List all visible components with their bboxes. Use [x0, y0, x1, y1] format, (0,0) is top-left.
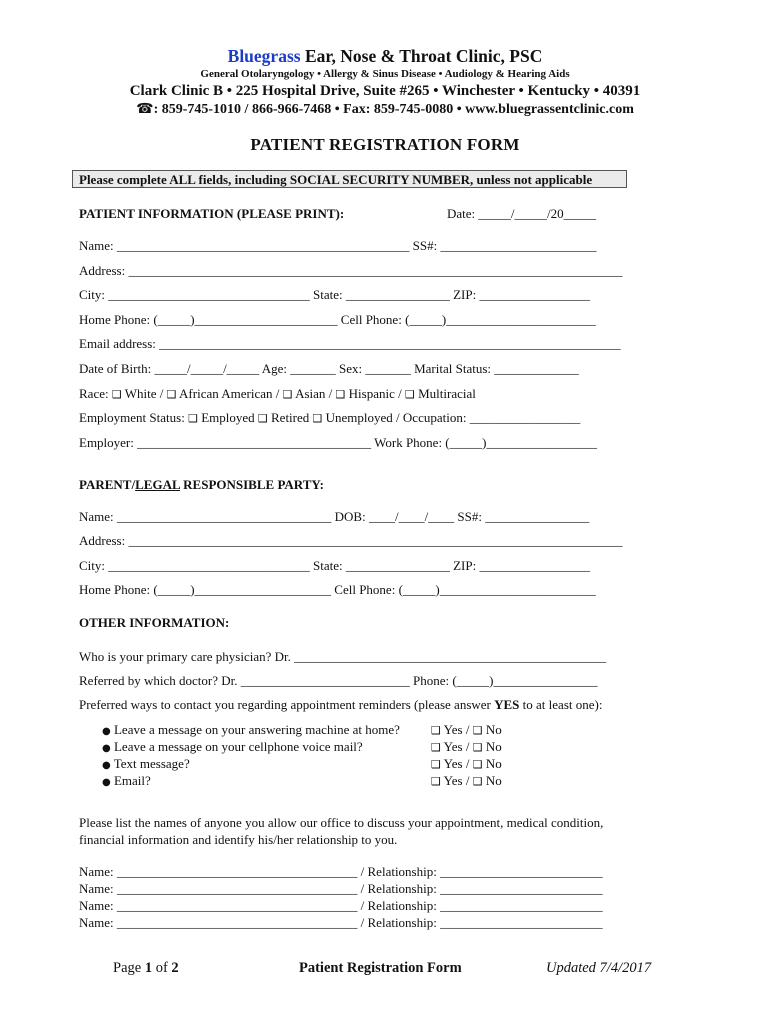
yes-no-choice	[431, 756, 502, 772]
checkbox-icon[interactable]: ❑	[312, 412, 323, 425]
checkbox-icon[interactable]: ❑	[472, 741, 483, 754]
relationship-field[interactable]: Name: _____________________________________ / Relationship: _________________________	[79, 864, 603, 879]
clinic-name-rest: Ear, Nose & Throat Clinic, PSC	[304, 46, 543, 66]
race-option-asian: Asian /	[295, 386, 333, 401]
employment-option-employed: Employed	[201, 410, 255, 425]
parent-phone-field[interactable]: Home Phone: (_____)_____________________ Cell Phone: (_____)________________________	[79, 582, 596, 597]
checkbox-icon[interactable]: ❑	[472, 724, 483, 737]
parent-name-field[interactable]: Name: _________________________________ DOB: ____/____/____ SS#: ________________	[79, 509, 590, 524]
no-label: No	[485, 773, 502, 788]
checkbox-icon[interactable]: ❑	[111, 388, 122, 401]
contact-method-item	[102, 773, 151, 789]
contact-method-item	[102, 739, 363, 755]
clinic-address: Clark Clinic B • 225 Hospital Drive, Suite #265 • Winchester • Kentucky • 40391	[129, 83, 641, 99]
patient-name-field[interactable]: Name: _____________________________________________ SS#: ________________________	[79, 238, 597, 253]
checkbox-icon[interactable]: ❑	[431, 775, 441, 788]
discuss-instructions-line1: Please list the names of anyone you allow our office to discuss your appointment, medical condition,	[79, 815, 604, 830]
date-field[interactable]: Date: _____/_____/20_____	[447, 206, 597, 221]
pcp-field[interactable]: Who is your primary care physician? Dr. ________________________________________________	[79, 649, 607, 664]
parent-heading-legal: LEGAL	[135, 477, 180, 492]
bullet-icon: ●	[102, 760, 111, 771]
clinic-specialties: General Otolaryngology • Allergy & Sinus Disease • Audiology & Hearing Aids	[200, 68, 570, 80]
preferred-suffix: to at least one):	[519, 697, 603, 712]
parent-city-field[interactable]: City: _______________________________ State: ________________ ZIP: _________________	[79, 558, 590, 573]
instruction-banner: Please complete ALL fields, including SOCIAL SECURITY NUMBER, unless not applicable	[72, 170, 627, 188]
relationship-field[interactable]: Name: _____________________________________ / Relationship: _________________________	[79, 881, 603, 896]
contact-method-item	[102, 722, 400, 738]
contact-method-item	[102, 756, 190, 772]
footer-updated: Updated 7/4/2017	[546, 960, 652, 976]
race-option-white: White /	[124, 386, 164, 401]
relationship-field[interactable]: Name: _____________________________________ / Relationship: _________________________	[79, 898, 603, 913]
clinic-brand: Bluegrass	[227, 46, 301, 66]
race-row	[79, 386, 476, 402]
checkbox-icon[interactable]: ❑	[431, 758, 441, 771]
patient-city-field[interactable]: City: _______________________________ State: ________________ ZIP: _________________	[79, 287, 590, 302]
page-total: 2	[171, 960, 179, 976]
patient-address-field[interactable]: Address: ____________________________________________________________________________	[79, 263, 623, 278]
checkbox-icon[interactable]: ❑	[335, 388, 346, 401]
employment-label: Employment Status:	[79, 410, 185, 425]
employer-field[interactable]: Employer: ____________________________________ Work Phone: (_____)_________________	[79, 435, 597, 450]
checkbox-icon[interactable]: ❑	[472, 775, 483, 788]
checkbox-icon[interactable]: ❑	[431, 741, 441, 754]
parent-heading	[79, 477, 324, 493]
checkbox-icon[interactable]: ❑	[431, 724, 441, 737]
patient-phone-field[interactable]: Home Phone: (_____)______________________ Cell Phone: (_____)_______________________	[79, 312, 596, 327]
contact-text: : 859-745-1010 / 866-966-7468 • Fax: 859-745-0080 • www.bluegrassentclinic.com	[153, 102, 634, 117]
contact-method-label: Leave a message on your cellphone voice mail?	[113, 739, 363, 754]
no-label: No	[485, 756, 502, 771]
employment-option-unemployed[interactable]: Unemployed / Occupation: _________________	[325, 410, 581, 425]
patient-email-field[interactable]: Email address: _______________________________________________________________________	[79, 336, 621, 351]
checkbox-icon[interactable]: ❑	[472, 758, 483, 771]
bullet-icon: ●	[102, 777, 111, 788]
referred-field[interactable]: Referred by which doctor? Dr. __________________________ Phone: (_____)________________	[79, 673, 598, 688]
patient-info-heading: PATIENT INFORMATION (PLEASE PRINT):	[79, 206, 345, 221]
yes-no-choice	[431, 739, 502, 755]
race-label: Race:	[79, 386, 109, 401]
race-option-multiracial: Multiracial	[418, 386, 476, 401]
parent-heading-prefix: PARENT/	[79, 477, 136, 492]
page-of: of	[152, 960, 172, 976]
page-prefix: Page	[113, 960, 145, 976]
employment-option-retired: Retired	[271, 410, 310, 425]
race-option-hispanic: Hispanic /	[348, 386, 402, 401]
checkbox-icon[interactable]: ❑	[257, 412, 268, 425]
clinic-contact	[0, 101, 770, 118]
bullet-icon: ●	[102, 743, 111, 754]
yes-no-choice	[431, 722, 502, 738]
preferred-yes: YES	[494, 697, 520, 712]
race-option-african-american: African American /	[179, 386, 280, 401]
phone-icon: ☎	[136, 101, 154, 117]
checkbox-icon[interactable]: ❑	[166, 388, 177, 401]
checkbox-icon[interactable]: ❑	[282, 388, 293, 401]
footer-form-name: Patient Registration Form	[299, 960, 462, 976]
parent-heading-suffix: RESPONSIBLE PARTY:	[179, 477, 324, 492]
yes-label: Yes /	[443, 739, 470, 754]
parent-address-field[interactable]: Address: ____________________________________________________________________________	[79, 533, 623, 548]
patient-dob-field[interactable]: Date of Birth: _____/_____/_____ Age: _______ Sex: _______ Marital Status: _____________	[79, 361, 579, 376]
checkbox-icon[interactable]: ❑	[188, 412, 198, 425]
contact-method-label: Email?	[113, 773, 151, 788]
yes-label: Yes /	[443, 756, 470, 771]
yes-label: Yes /	[443, 773, 470, 788]
yes-no-choice	[431, 773, 502, 789]
relationship-field[interactable]: Name: _____________________________________ / Relationship: _________________________	[79, 915, 603, 930]
no-label: No	[485, 722, 502, 737]
preferred-prefix: Preferred ways to contact you regarding appointment reminders (please answer	[79, 697, 495, 712]
page-number	[113, 960, 179, 977]
discuss-instructions-line2: financial information and identify his/her relationship to you.	[79, 832, 398, 847]
form-title: PATIENT REGISTRATION FORM	[250, 135, 520, 154]
employment-row	[79, 410, 580, 426]
preferred-contact-prompt	[79, 697, 602, 713]
other-info-heading: OTHER INFORMATION:	[79, 615, 230, 630]
contact-method-label: Leave a message on your answering machine at home?	[113, 722, 400, 737]
clinic-name	[0, 46, 770, 67]
contact-method-label: Text message?	[113, 756, 190, 771]
checkbox-icon[interactable]: ❑	[404, 388, 415, 401]
yes-label: Yes /	[443, 722, 470, 737]
page-current: 1	[144, 960, 153, 976]
no-label: No	[485, 739, 502, 754]
bullet-icon: ●	[102, 726, 111, 737]
